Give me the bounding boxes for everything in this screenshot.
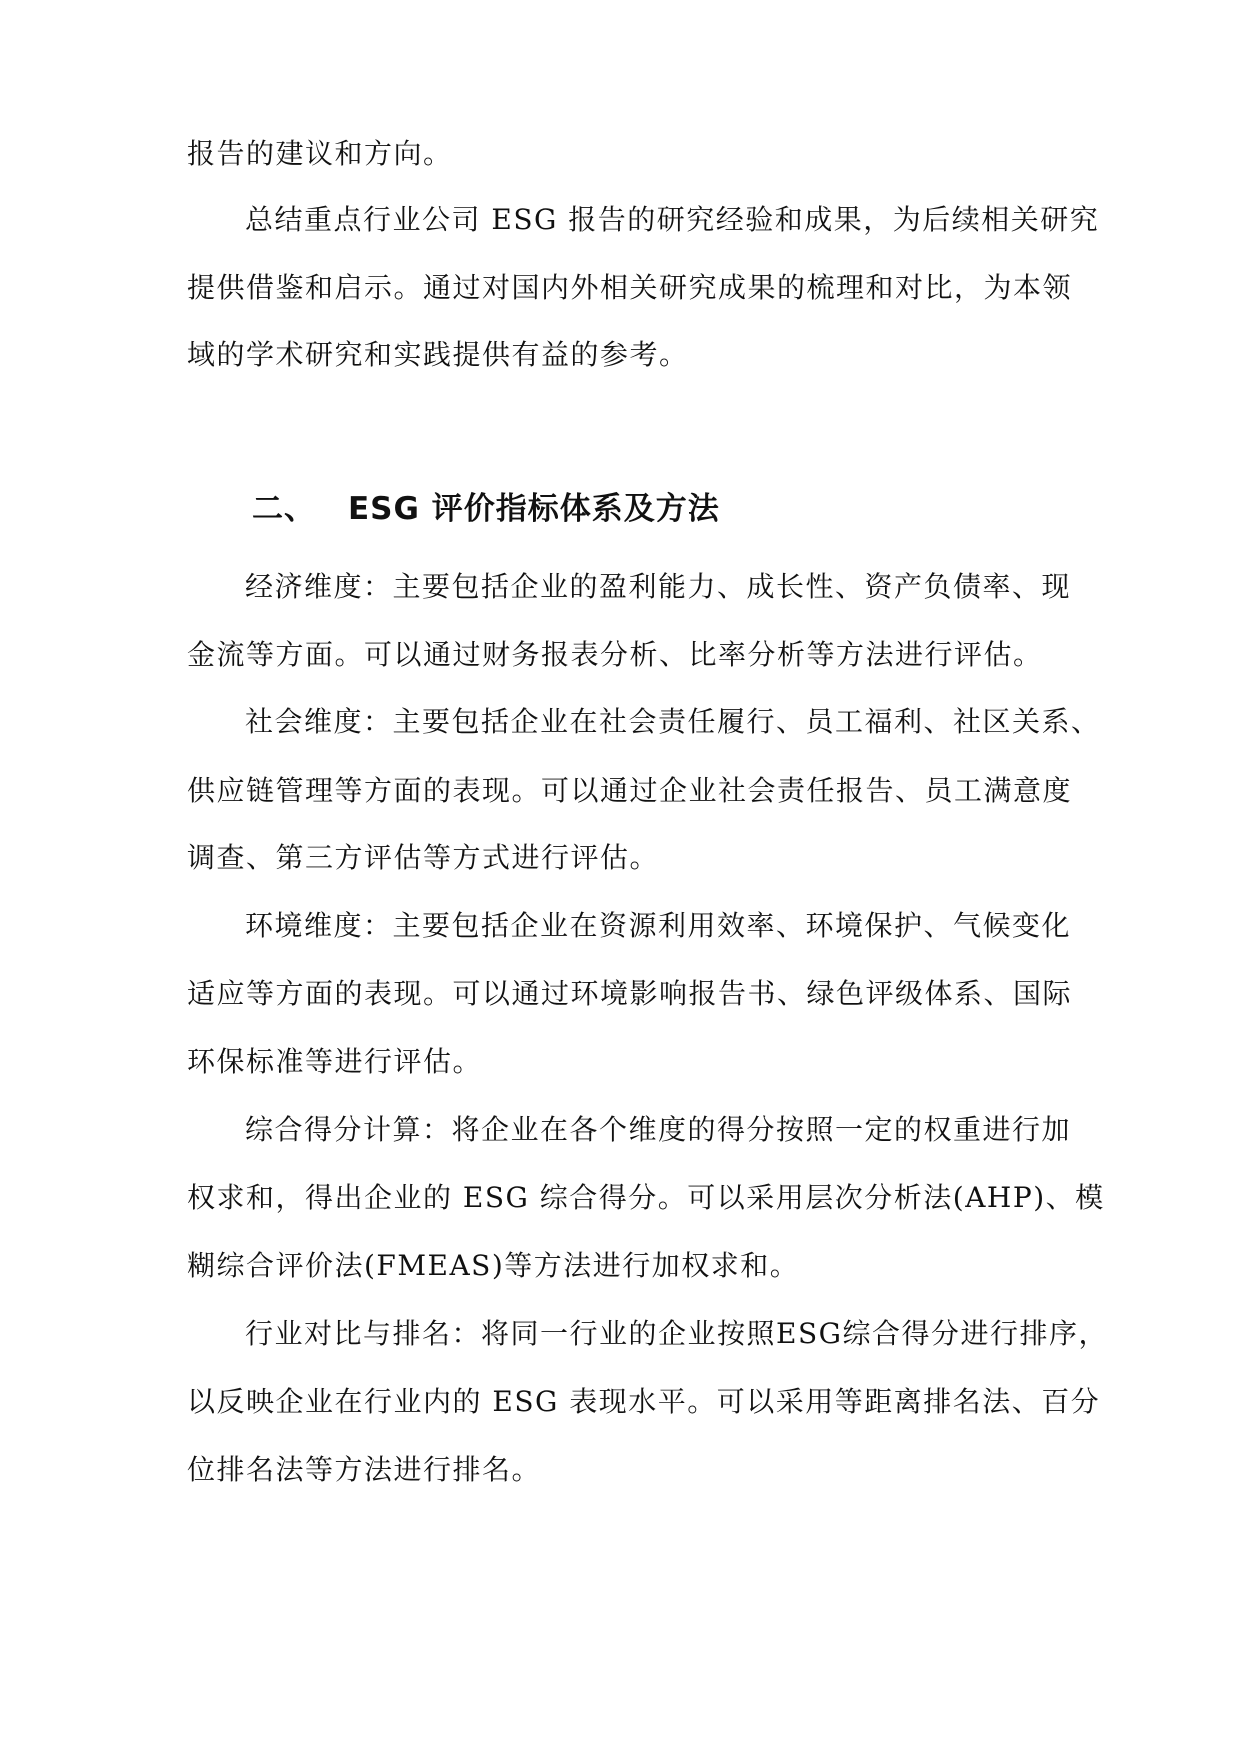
paragraph-line: 域的学术研究和实践提供有益的参考。 bbox=[187, 338, 689, 371]
paragraph-line: 经济维度：主要包括企业的盈利能力、成长性、资产负债率、现 bbox=[245, 570, 1072, 603]
paragraph-line: 适应等方面的表现。可以通过环境影响报告书、绿色评级体系、国际 bbox=[187, 977, 1073, 1010]
paragraph-line: 社会维度：主要包括企业在社会责任履行、员工福利、社区关系、 bbox=[245, 705, 1101, 738]
paragraph-line: 行业对比与排名：将同一行业的企业按照ESG综合得分进行排序， bbox=[245, 1317, 1108, 1350]
section-number: 二、 bbox=[252, 491, 316, 527]
paragraph-line: 糊综合评价法(FMEAS)等方法进行加权求和。 bbox=[187, 1249, 800, 1282]
paragraph-line: 环境维度：主要包括企业在资源利用效率、环境保护、气候变化 bbox=[245, 909, 1072, 942]
paragraph-line: 供应链管理等方面的表现。可以通过企业社会责任报告、员工满意度 bbox=[187, 774, 1073, 807]
section-title: ESG 评价指标体系及方法 bbox=[348, 491, 720, 527]
paragraph-line: 总结重点行业公司 ESG 报告的研究经验和成果，为后续相关研究 bbox=[245, 203, 1100, 236]
paragraph-line: 金流等方面。可以通过财务报表分析、比率分析等方法进行评估。 bbox=[187, 638, 1043, 671]
paragraph-line: 以反映企业在行业内的 ESG 表现水平。可以采用等距离排名法、百分 bbox=[187, 1385, 1101, 1418]
paragraph-line: 报告的建议和方向。 bbox=[187, 137, 453, 170]
paragraph-line: 环保标准等进行评估。 bbox=[187, 1045, 483, 1078]
paragraph-line: 调查、第三方评估等方式进行评估。 bbox=[187, 841, 660, 874]
paragraph-line: 提供借鉴和启示。通过对国内外相关研究成果的梳理和对比，为本领 bbox=[187, 271, 1073, 304]
paragraph-line: 综合得分计算：将企业在各个维度的得分按照一定的权重进行加 bbox=[245, 1113, 1072, 1146]
section-heading bbox=[252, 487, 720, 531]
paragraph-line: 位排名法等方法进行排名。 bbox=[187, 1453, 542, 1486]
paragraph-line: 权求和，得出企业的 ESG 综合得分。可以采用层次分析法(AHP)、模 bbox=[187, 1181, 1105, 1214]
